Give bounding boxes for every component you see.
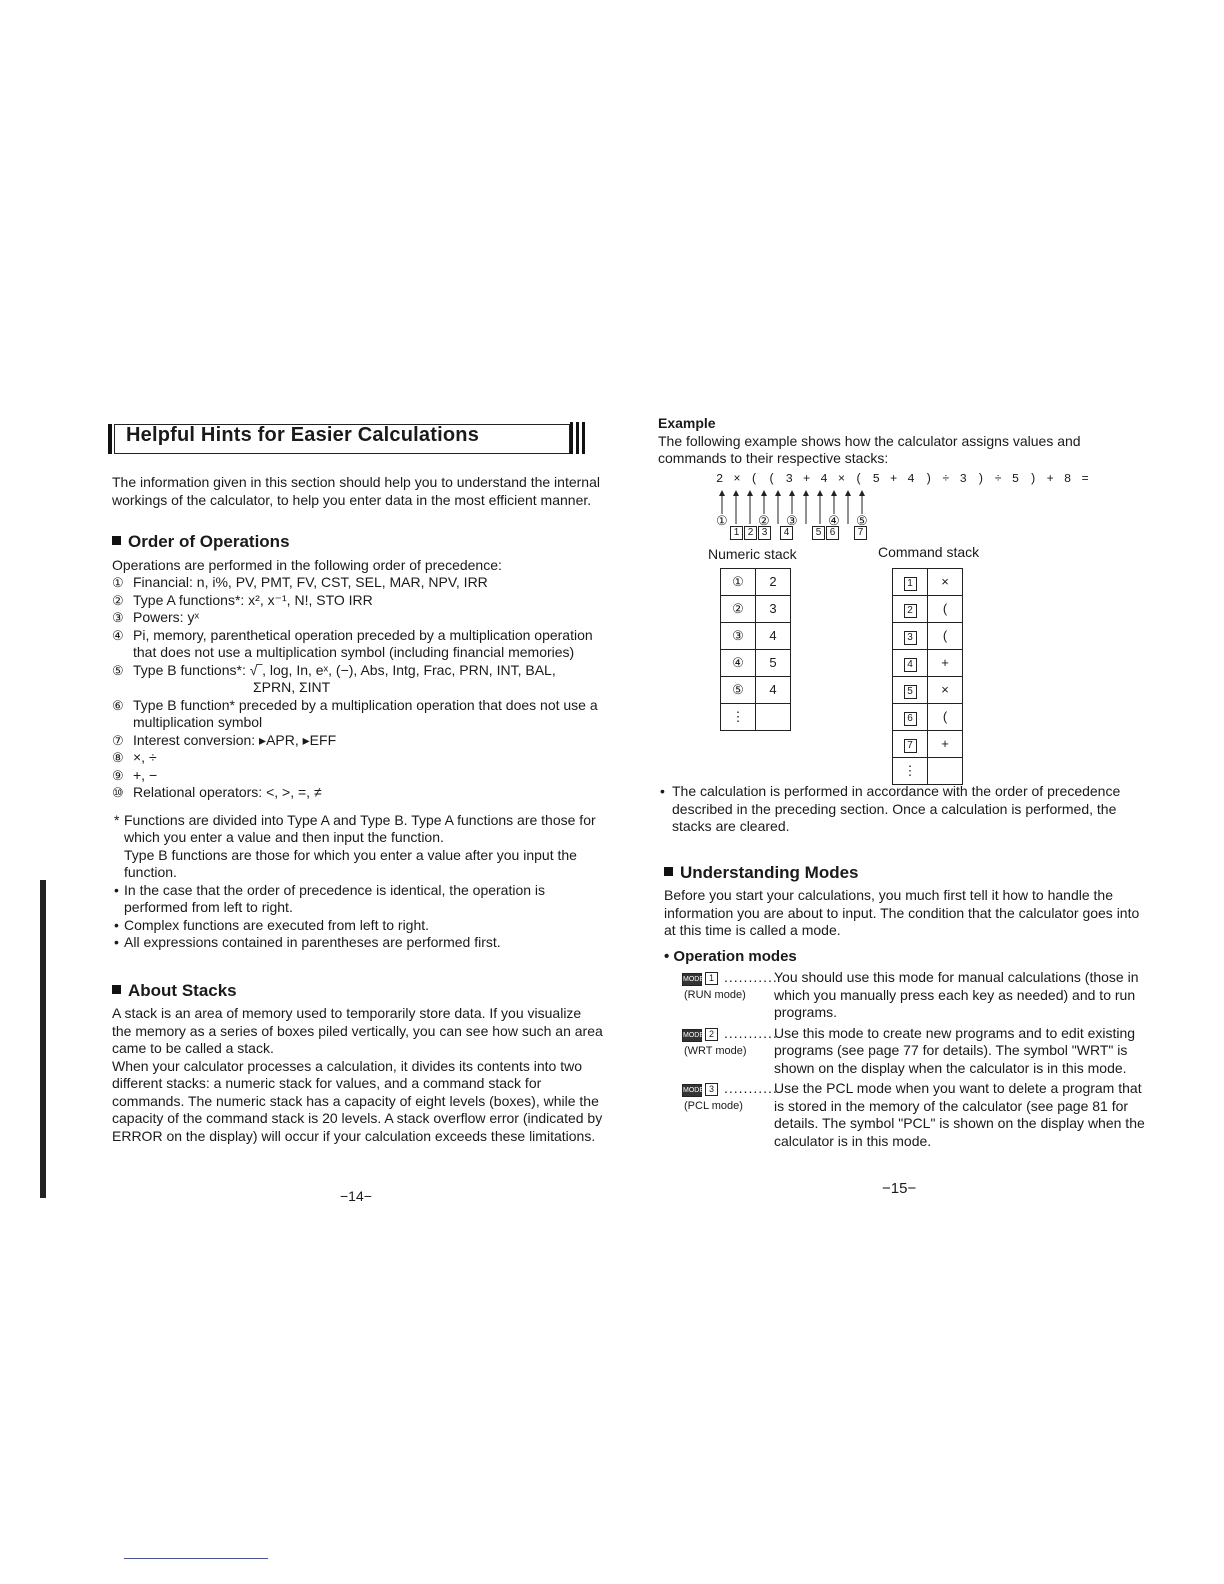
table-row: ⋮ xyxy=(721,704,791,731)
modes-list xyxy=(658,969,1146,1150)
command-marker: 2 xyxy=(744,526,757,540)
list-item: ② Type A functions*: x², x⁻¹, N!, STO IRR xyxy=(112,591,373,608)
mode-key-icon: MODE xyxy=(682,973,702,986)
modes-intro: Before you start your calculations, you much first tell it how to handle the information you are about to input. The condition that the calculator goes into at this time is called a mode. xyxy=(664,887,1140,938)
command-stack-table xyxy=(892,568,963,785)
list-item: ⑨ +, − xyxy=(112,766,158,783)
command-marker: 4 xyxy=(780,526,793,540)
command-marker: 1 xyxy=(730,526,743,540)
list-item: ⑩ Relational operators: <, >, =, ≠ xyxy=(112,784,322,800)
mode-item-run: MODE 1 (RUN mode) ........... You should use this mode for manual calculations (those in which you manually press each key as needed) and to run programs. xyxy=(683,969,1139,1020)
mode-key-icon: MODE xyxy=(682,1029,702,1042)
modes-heading: Understanding Modes xyxy=(664,864,1146,882)
table-row: ④ 5 xyxy=(721,650,791,677)
command-marker: 5 xyxy=(812,526,825,540)
title-bar-left xyxy=(108,424,112,454)
numeric-marker: ③ xyxy=(786,513,798,528)
table-row: 6 ( xyxy=(893,704,963,731)
command-marker: 7 xyxy=(854,526,867,540)
table-row: ⑤ 4 xyxy=(721,677,791,704)
mode-item-wrt: MODE 2 (WRT mode) ........... Use this mode to create new programs and to edit existing programs (see page 77 for details). The symbol "WRT" is shown on the display when the calculator is in this mode. xyxy=(683,1024,1136,1076)
list-item: ⑧ ×, ÷ xyxy=(112,749,157,765)
mode-key-icon: MODE xyxy=(682,1084,702,1097)
table-row: ① 2 xyxy=(721,569,791,596)
mode-item-pcl: MODE 3 (PCL mode) ........... Use the PCL mode when you want to delete a program that is stored in the memory of the calculator (see page 81 for details. The symbol "PCL" is shown on the display when the calculator is in this mode. xyxy=(683,1080,1145,1149)
numeric-marker: ④ xyxy=(828,513,840,528)
table-row: 1 × xyxy=(893,569,963,596)
command-stack-title: Command stack xyxy=(878,544,980,560)
numeric-marker: ② xyxy=(758,513,770,528)
calc-note: • The calculation is performed in accordance with the order of precedence described in the preceding section. Once a calculation is performed, the stacks are cleared. xyxy=(660,783,1121,834)
precedence-list xyxy=(112,574,604,802)
note-item: • All expressions contained in parentheses are performed first. xyxy=(114,934,501,950)
list-item: ⑥ Type B function* preceded by a multiplication operation that does not use a multiplication symbol xyxy=(112,696,598,730)
title-bars-right xyxy=(570,422,573,454)
precedence-notes xyxy=(112,812,604,952)
right-page xyxy=(658,415,1146,1153)
numeric-stack-table xyxy=(720,568,791,731)
square-bullet-icon xyxy=(112,985,121,994)
order-heading: Order of Operations xyxy=(112,533,604,551)
intro-paragraph: The information given in this section should help you to understand the internal workings of the calculator, to help you enter data in the most efficient manner. xyxy=(112,474,600,508)
list-item: ③ Powers: yˣ xyxy=(112,609,200,625)
table-row: 4 + xyxy=(893,650,963,677)
note-item: Type B functions are those for which you enter a value after you input the function. xyxy=(124,846,577,880)
example-text: The following example shows how the calculator assigns values and commands to their respective stacks: xyxy=(658,432,1081,466)
scan-edge-shadow xyxy=(40,880,46,1198)
assignment-arrows xyxy=(716,488,1146,540)
list-item: ⑤ Type B functions*: √‾, log, In, eˣ, (−), Abs, Intg, Frac, PRN, INT, BAL, ΣPRN, ΣINT xyxy=(112,661,556,695)
stacks-heading: About Stacks xyxy=(112,982,604,1000)
note-item: • Complex functions are executed from left to right. xyxy=(114,916,430,933)
list-item: ⑦ Interest conversion: ▸APR, ▸EFF xyxy=(112,731,337,748)
note-item: * Functions are divided into Type A and Type B. Type A functions are those for which you enter a value and then input the function. xyxy=(114,811,596,845)
table-row: 3 ( xyxy=(893,623,963,650)
table-row: ③ 4 xyxy=(721,623,791,650)
table-row: ⋮ xyxy=(893,758,963,785)
command-marker: 6 xyxy=(826,526,839,540)
section-title: Helpful Hints for Easier Calculations xyxy=(126,424,480,446)
numeric-marker: ① xyxy=(716,513,728,528)
square-bullet-icon xyxy=(664,867,673,876)
section-title-box xyxy=(108,420,604,454)
command-marker: 3 xyxy=(758,526,771,540)
square-bullet-icon xyxy=(112,536,121,545)
list-item: ① Financial: n, i%, PV, PMT, FV, CST, SEL, MAR, NPV, IRR xyxy=(112,574,488,590)
stacks-paragraph-2: When your calculator processes a calculation, it divides its contents into two different stacks: a numeric stack for values, and a command stack for commands. The numeric stack has a capacity of eight levels (boxes), while the capacity of the command stack is 20 levels. A stack overflow error (indicated by ERROR on the display) will occur if your calculation exceeds these limitations. xyxy=(112,1057,603,1144)
example-label: Example xyxy=(658,415,716,431)
page-number-left: −14− xyxy=(340,1188,372,1204)
example-expression: 2 × ( ( 3 + 4 × ( 5 + 4 ) ÷ 3 ) ÷ 5 ) + 8 = xyxy=(716,471,1091,486)
left-page xyxy=(112,420,604,1145)
order-lead: Operations are performed in the following order of precedence: xyxy=(112,556,502,573)
stacks-paragraph-1: A stack is an area of memory used to temporarily store data. If you visualize the memory as a series of boxes piled vertically, you can see how such an area came to be called a stack. xyxy=(112,1005,603,1056)
note-item: • In the case that the order of precedence is identical, the operation is performed from left to right. xyxy=(114,881,546,915)
table-row: 7 + xyxy=(893,731,963,758)
table-row: ② 3 xyxy=(721,596,791,623)
table-row: 2 ( xyxy=(893,596,963,623)
page-number-right: −15− xyxy=(882,1180,917,1197)
operation-modes-heading: • Operation modes xyxy=(664,947,797,965)
list-item: ④ Pi, memory, parenthetical operation preceded by a multiplication operation that does not use a multiplication symbol (including financial memories) xyxy=(112,626,593,660)
numeric-marker: ⑤ xyxy=(856,513,868,528)
numeric-stack-title: Numeric stack xyxy=(708,546,797,562)
table-row: 5 × xyxy=(893,677,963,704)
stacks-diagram xyxy=(658,546,1146,786)
scan-line xyxy=(124,1558,268,1559)
